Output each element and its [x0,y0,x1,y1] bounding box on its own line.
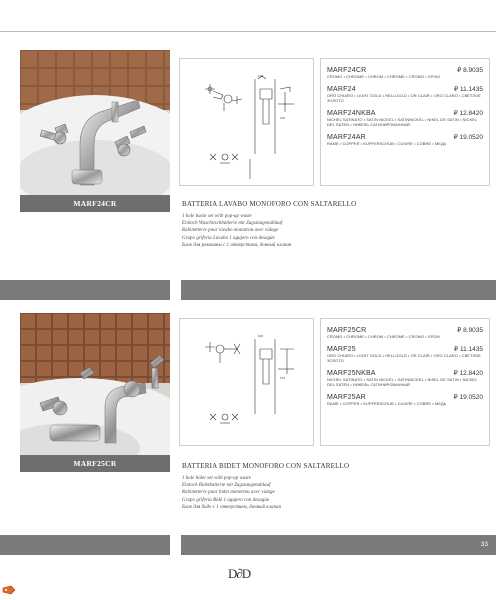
product-photo-basin-mixer [20,50,170,195]
product-description [182,462,482,511]
description-line: 1 hole basin set with pop-up waste [182,214,252,219]
product-code-label: MARF25CR [20,455,170,472]
description-line: Блок для раковины с 1 отверстием, донный клапан [182,242,292,248]
variant-price: ₽ 12.8420 [453,110,483,117]
page-number: 33 [480,541,488,548]
variant-item [327,133,483,146]
variant-code: MARF24AR [327,134,366,141]
description-line: Einloch Waschtischbatterie mit Zugstangenablauf [182,221,283,227]
svg-text:172: 172 [280,376,286,380]
variant-price-list [320,318,490,446]
svg-text:100: 100 [258,74,264,78]
product-photo-bidet-mixer [20,313,170,458]
variant-finish: ORO CHIARO • LIGHT GOLD • HELLGOLD • OR CLAIR • ORO CLARO • СВЕТЛОЕ ЗОЛОТО [327,353,481,363]
technical-drawing [179,318,314,446]
variant-code: MARF25 [327,346,356,353]
variant-code: MARF24NKBA [327,110,376,117]
svg-text:115: 115 [280,116,285,120]
variant-finish: NICHEL SATINATO • SATIN NICKEL • SATINNICKEL • NIKEL DE SATIN • NICKEL DEL SATEN • НИКЕЛЬ САТИНИРОВАННЫЙ [327,377,478,387]
variant-code: MARF24CR [327,67,367,74]
section-divider-bar [181,280,496,300]
description-line: Grupo grifería Bidé 1 agujero con desagüe [182,497,270,503]
variant-code: MARF25NKBA [327,370,376,377]
variant-finish: RAME • COPPER • KUPFERSCHUB • CUIVRE • COBRE • МЕДЬ [327,401,447,406]
variant-item [327,393,483,406]
tag-icon [2,585,16,595]
top-divider [0,31,496,32]
variant-price-list [320,58,490,186]
variant-item [327,109,483,127]
variant-item [327,345,483,363]
variant-price: ₽ 12.8420 [453,370,483,377]
variant-code: MARF25AR [327,394,366,401]
variant-finish: NICHEL SATINATO • SATIN NICKEL • SATINNICKEL • NIKEL DE SATIN • NICKEL DEL SATEN • НИКЕЛЬ САТИНИРОВАННЫЙ [327,117,478,127]
variant-item [327,326,483,339]
technical-drawing [179,58,314,186]
variant-price: ₽ 11.1435 [454,86,483,93]
section-divider-bar [0,280,170,300]
description-line: Grupo grifería Lavabo 1 agujero con desagüe [182,235,275,241]
description-line: Einloch Bidetbatterie mit Zugstangenablauf [182,483,271,489]
variant-item [327,369,483,387]
description-line: Robinetterie pour lavabo monotrou avec vidage [182,228,279,234]
variant-finish: RAME • COPPER • KUPFERSCHUB • CUIVRE • COBRE • МЕДЬ [327,141,447,146]
variant-price: ₽ 8.9035 [457,327,483,334]
variant-item [327,66,483,79]
description-line: 1 hole bidet set with pop-up waste [182,476,251,481]
product-title: BATTERIA LAVABO MONOFORO CON SALTARELLO [182,200,357,208]
variant-price: ₽ 11.1435 [454,346,483,353]
variant-item [327,85,483,103]
brand-logo: D∂D [228,566,251,581]
footer-bar [181,535,496,555]
svg-text:100: 100 [258,334,264,338]
description-line: Блок для биде с 1 отверстием, донный клапан [182,504,282,510]
product-code-label: MARF24CR [20,195,170,212]
variant-price: ₽ 8.9035 [457,67,483,74]
product-description [182,200,482,249]
variant-finish: CROMO • CHROME • CHROM • CHROME • CROMO • ХРОМ [327,74,440,79]
footer-bar [0,535,170,555]
description-line: Robinetterie pour bidet monotrou avec vidage [182,490,275,496]
variant-finish: CROMO • CHROME • CHROM • CHROME • CROMO • ХРОМ [327,334,440,339]
variant-code: MARF24 [327,86,356,93]
variant-finish: ORO CHIARO • LIGHT GOLD • HELLGOLD • OR CLAIR • ORO CLARO • СВЕТЛОЕ ЗОЛОТО [327,93,481,103]
variant-price: ₽ 19.0520 [453,134,483,141]
product-title: BATTERIA BIDET MONOFORO CON SALTARELLO [182,462,350,470]
variant-price: ₽ 19.0520 [453,394,483,401]
variant-code: MARF25CR [327,327,367,334]
